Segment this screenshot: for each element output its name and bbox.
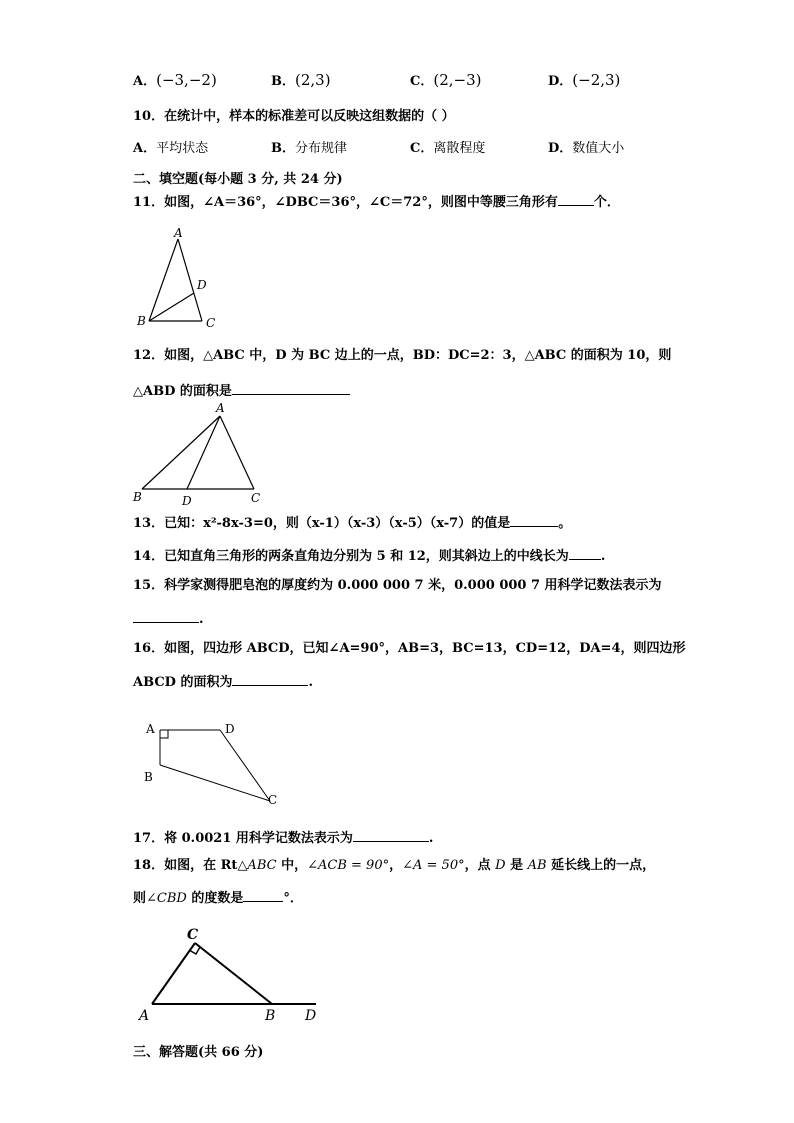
q12-label-b: B xyxy=(133,490,142,504)
answer-blank[interactable] xyxy=(243,889,283,902)
q15-question-line2: . xyxy=(133,610,204,628)
answer-blank[interactable] xyxy=(232,382,350,395)
q10-option-c: C．离散程度 xyxy=(410,141,486,156)
q18-question-line1: 18．如图，在 Rt△ABC 中，∠ACB = 90°，∠A = 50°，点 D 是 AB 延长线上的一点， xyxy=(133,858,656,873)
q18-label-d: D xyxy=(305,1008,317,1024)
q16-question-line2: ABCD 的面积为 . xyxy=(133,675,313,690)
q16-label-a: A xyxy=(146,722,155,736)
q11-label-b: B xyxy=(137,314,146,328)
q16-question-line1: 16．如图，四边形 ABCD，已知∠A=90°，AB=3，BC=13，CD=12，DA=4，则四边形 xyxy=(133,641,686,656)
section-heading-fill-in: 二、填空题(每小题 3 分, 共 24 分) xyxy=(133,172,343,187)
q13-question: 13．已知：x²-8x-3=0，则（x-1）（x-3）（x-5）（x-7）的值是 。 xyxy=(133,516,572,531)
answer-blank[interactable] xyxy=(232,673,308,686)
answer-blank[interactable] xyxy=(353,829,429,842)
q16-quadrilateral-figure xyxy=(140,715,290,810)
q11-label-a: A xyxy=(174,226,183,240)
q10-option-d: D．数值大小 xyxy=(548,141,625,156)
q10-option-b: B．分布规律 xyxy=(271,141,348,156)
q12-label-a: A xyxy=(216,401,225,415)
q9-option-b: B．(2,3) xyxy=(271,71,331,89)
q11-label-d: D xyxy=(197,278,207,292)
q18-triangle-figure xyxy=(135,920,335,1025)
q17-question: 17．将 0.0021 用科学记数法表示为 . xyxy=(133,831,434,846)
answer-blank[interactable] xyxy=(569,547,601,560)
q14-question: 14．已知直角三角形的两条直角边分别为 5 和 12，则其斜边上的中线长为 . xyxy=(133,549,606,564)
q12-question-line2: △ABD 的面积是 xyxy=(133,382,350,400)
q16-label-b: B xyxy=(144,770,153,784)
q10-question: 10．在统计中，样本的标准差可以反映这组数据的（ ） xyxy=(133,109,455,124)
q18-label-a: A xyxy=(139,1008,150,1024)
q11-label-c: C xyxy=(206,316,216,330)
section-heading-answers: 三、解答题(共 66 分) xyxy=(133,1045,264,1060)
q18-question-line2: 则∠CBD 的度数是 °． xyxy=(133,891,303,906)
q18-label-c: C xyxy=(187,927,199,943)
q9-option-c: C．(2,−3) xyxy=(410,71,482,89)
q12-question-line1: 12．如图，△ABC 中，D 为 BC 边上的一点，BD：DC=2：3，△ABC 的面积为 10，则 xyxy=(133,348,672,363)
answer-blank[interactable] xyxy=(510,514,558,527)
q18-label-b: B xyxy=(265,1008,276,1024)
answer-blank[interactable] xyxy=(558,193,594,206)
q12-label-c: C xyxy=(251,491,261,505)
q11-question: 11．如图，∠A＝36°，∠DBC＝36°，∠C＝72°，则图中等腰三角形有 个． xyxy=(133,195,620,210)
q16-label-c: C xyxy=(268,793,278,807)
q9-option-a: A．(−3,−2) xyxy=(133,71,217,89)
q15-question-line1: 15．科学家测得肥皂泡的厚度约为 0.000 000 7 米，0.000 000 7 用科学记数法表示为 xyxy=(133,578,662,593)
answer-blank[interactable] xyxy=(133,610,199,623)
q11-triangle-figure xyxy=(130,222,240,334)
q12-triangle-figure xyxy=(130,400,290,512)
q12-label-d: D xyxy=(182,494,192,508)
q10-option-a: A．平均状态 xyxy=(133,141,209,156)
q9-option-d: D．(−2,3) xyxy=(548,71,621,89)
q16-label-d: D xyxy=(225,722,235,736)
